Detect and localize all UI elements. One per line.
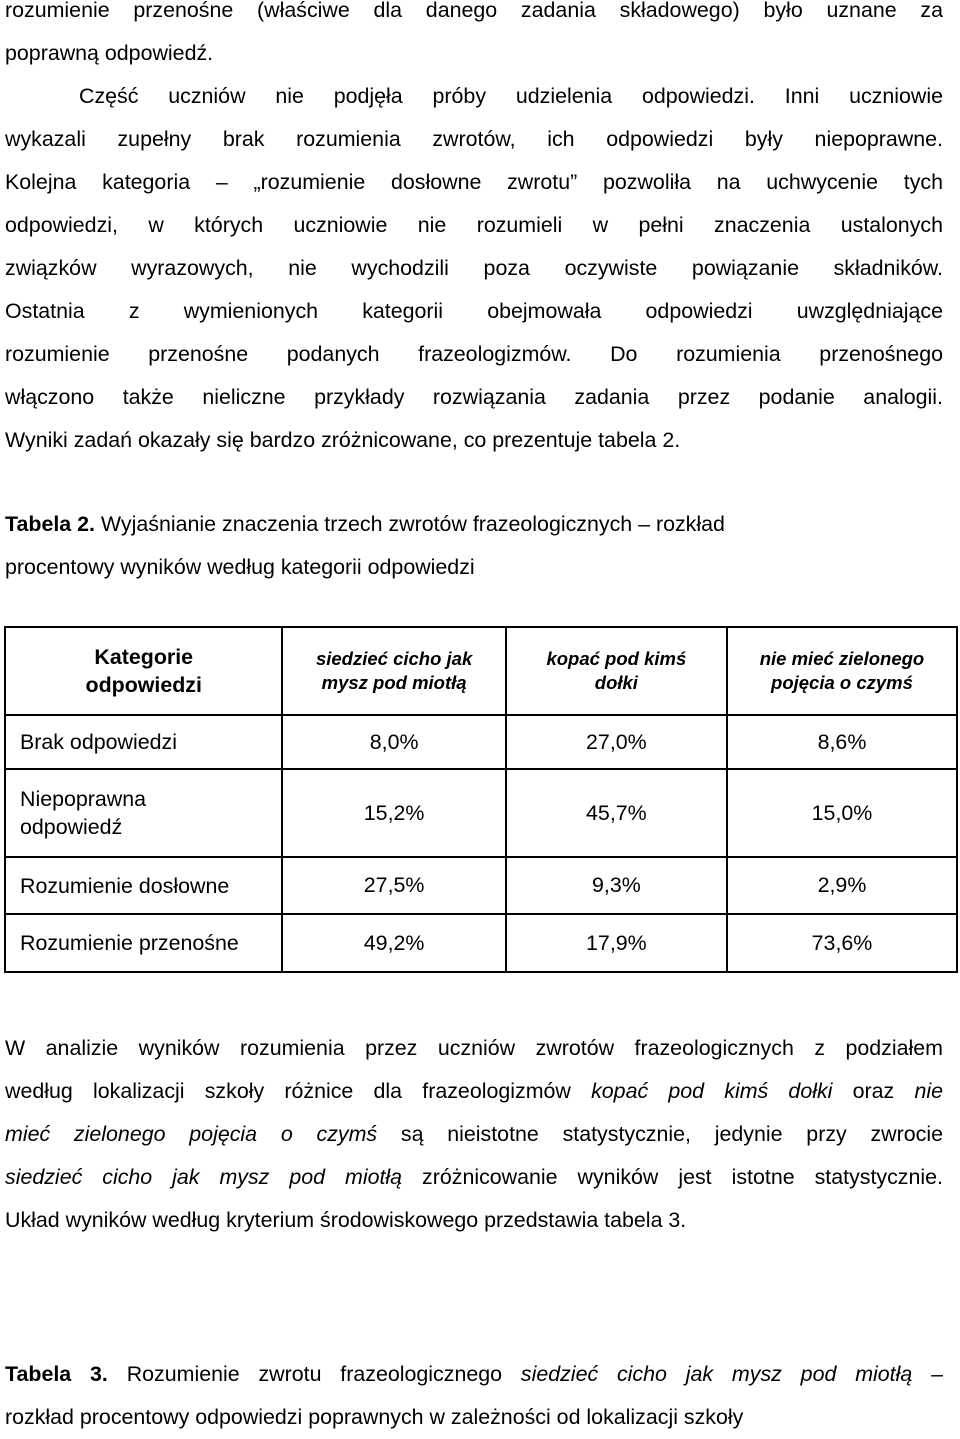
- paragraph-analysis: [5, 1027, 943, 1242]
- cell-value: 9,3%: [506, 857, 727, 914]
- table2: [4, 626, 958, 973]
- text-line: rozumienie przenośne podanych frazeologizmów. Do rozumienia przenośnego: [5, 342, 943, 366]
- cell-value: 45,7%: [506, 769, 727, 857]
- header-category: Kategorie odpowiedzi: [5, 627, 282, 715]
- cell-value: 73,6%: [727, 914, 957, 972]
- header-col-dolki: kopać pod kimś dołki: [506, 627, 727, 715]
- text-line: W analizie wyników rozumienia przez uczniów zwrotów frazeologicznych z podziałem: [5, 1036, 943, 1060]
- cell-value: 49,2%: [282, 914, 505, 972]
- table3-title-cont: rozkład procentowy odpowiedzi poprawnych w zależności od lokalizacji szkoły: [5, 1405, 744, 1429]
- cell-value: 8,6%: [727, 715, 957, 769]
- text-line: związków wyrazowych, nie wychodzili poza oczywiste powiązanie składników.: [5, 256, 943, 280]
- table-row: [5, 857, 957, 914]
- table-row: [5, 769, 957, 857]
- row-category: Rozumienie dosłowne: [5, 857, 282, 914]
- table2-label: Tabela 2.: [5, 512, 95, 536]
- cell-value: 17,9%: [506, 914, 727, 972]
- table-row: [5, 914, 957, 972]
- text-line: poprawną odpowiedź.: [5, 41, 214, 65]
- cell-value: 15,0%: [727, 769, 957, 857]
- header-col-pojecie: nie mieć zielonego pojęcia o czymś: [727, 627, 957, 715]
- row-category: Rozumienie przenośne: [5, 914, 282, 972]
- text-line: Układ wyników według kryterium środowiskowego przedstawia tabela 3.: [5, 1208, 687, 1232]
- text-line: Ostatnia z wymienionych kategorii obejmowała odpowiedzi uwzględniające: [5, 299, 943, 323]
- text-line: odpowiedzi, w których uczniowie nie rozumieli w pełni znaczenia ustalonych: [5, 213, 943, 237]
- text-line: Część uczniów nie podjęła próby udzielenia odpowiedzi. Inni uczniowie: [79, 84, 943, 108]
- text-line: włączono także nieliczne przykłady rozwiązania zadania przez podanie analogii.: [5, 385, 943, 409]
- row-category: Brak odpowiedzi: [5, 715, 282, 769]
- paragraph-intro: [5, 0, 943, 462]
- cell-value: 27,0%: [506, 715, 727, 769]
- table-row: [5, 715, 957, 769]
- row-category: Niepoprawna odpowiedź: [5, 769, 282, 857]
- cell-value: 15,2%: [282, 769, 505, 857]
- text-line: według lokalizacji szkoły różnice dla frazeologizmów kopać pod kimś dołki oraz nie: [5, 1079, 943, 1103]
- table-header-row: [5, 627, 957, 715]
- table2-title: Wyjaśnianie znaczenia trzech zwrotów frazeologicznych – rozkład: [100, 512, 725, 536]
- text-line: rozumienie przenośne (właściwe dla danego zadania składowego) było uznane za: [5, 0, 943, 22]
- header-col-mysz: siedzieć cicho jak mysz pod miotłą: [282, 627, 505, 715]
- cell-value: 8,0%: [282, 715, 505, 769]
- table2-caption: [5, 503, 943, 589]
- text-line: wykazali zupełny brak rozumienia zwrotów, ich odpowiedzi były niepoprawne.: [5, 127, 943, 151]
- text-line: mieć zielonego pojęcia o czymś są nieistotne statystycznie, jedynie przy zwrocie: [5, 1122, 943, 1146]
- cell-value: 2,9%: [727, 857, 957, 914]
- text-line: siedzieć cicho jak mysz pod miotłą zróżnicowanie wyników jest istotne statystycznie.: [5, 1165, 943, 1189]
- table3-caption: Tabela 3. Rozumienie zwrotu frazeologicznego siedzieć cicho jak mysz pod miotłą – rozkład procentowy odpowiedzi poprawnych w zależności od lokalizacji szkoły: [5, 1353, 943, 1439]
- table2-title-cont: procentowy wyników według kategorii odpowiedzi: [5, 555, 475, 579]
- text-line: Wyniki zadań okazały się bardzo zróżnicowane, co prezentuje tabela 2.: [5, 428, 681, 452]
- cell-value: 27,5%: [282, 857, 505, 914]
- table3-label: Tabela 3.: [5, 1362, 108, 1386]
- text-line: Kolejna kategoria – „rozumienie dosłowne zwrotu” pozwoliła na uchwycenie tych: [5, 170, 943, 194]
